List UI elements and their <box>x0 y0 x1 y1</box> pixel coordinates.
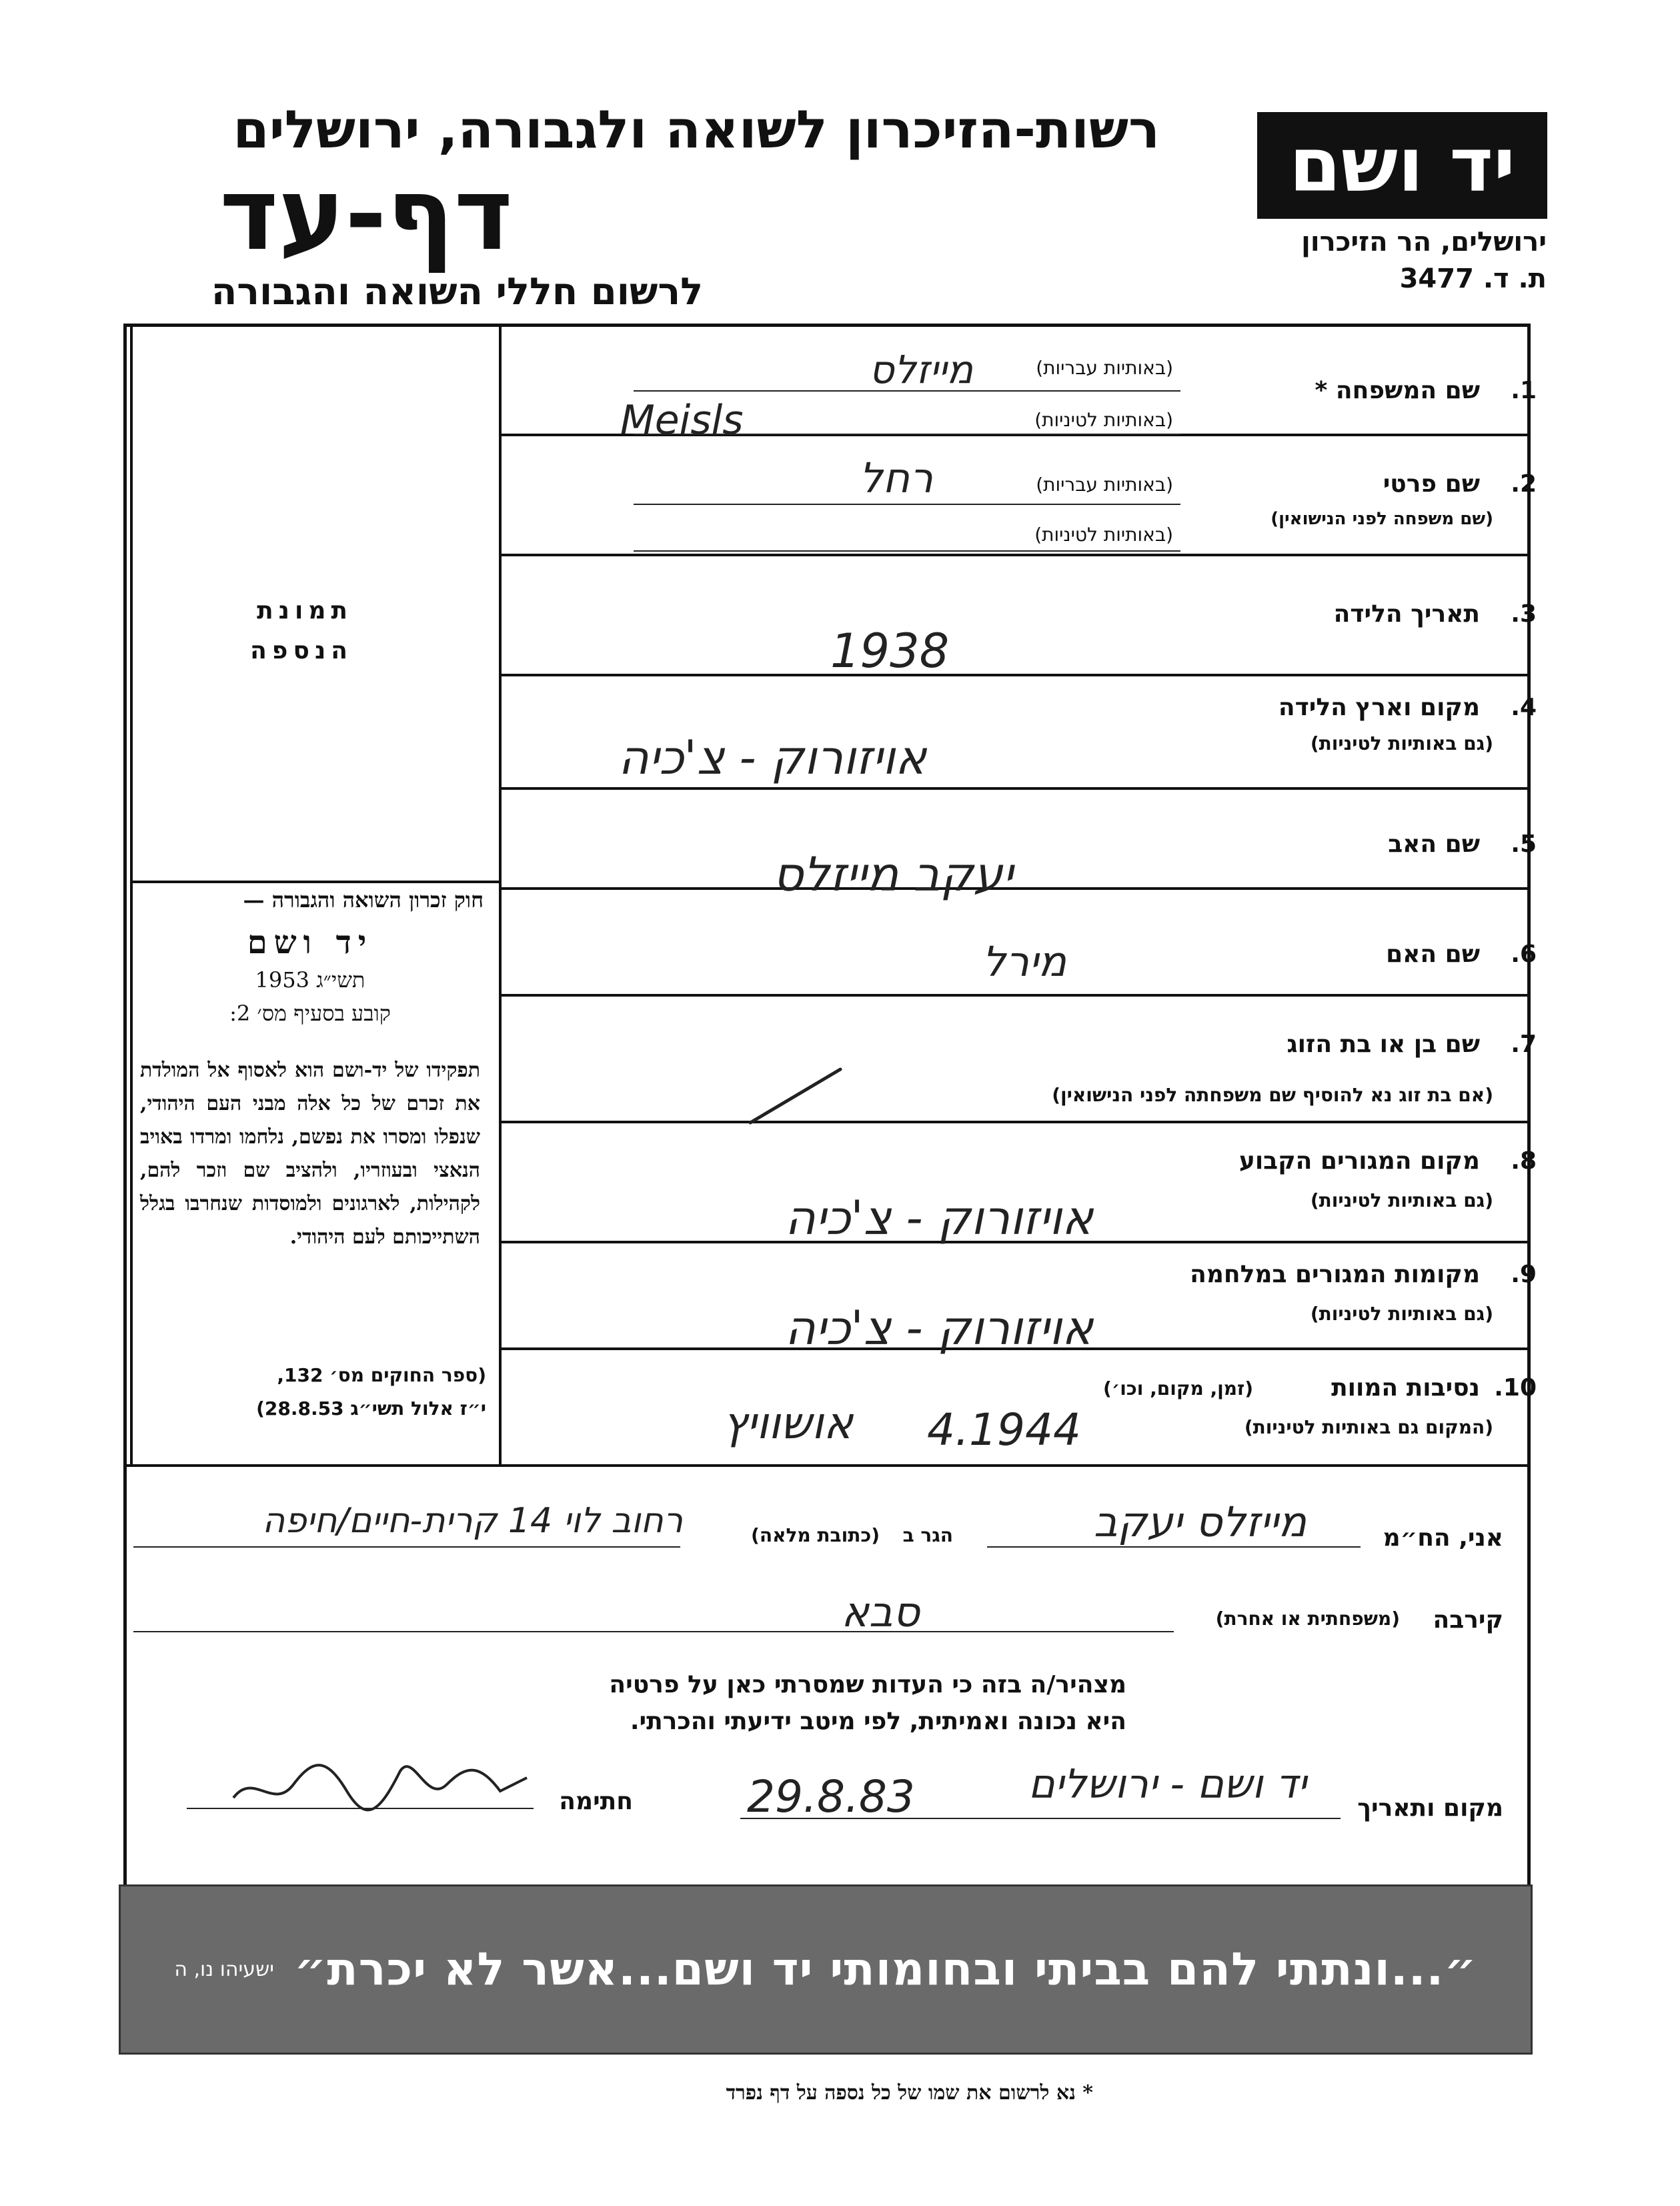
footnote: * נא לרשום את שמו של כל נספה על דף נפרד <box>726 2081 1093 2105</box>
field-8-label: מקום המגורים הקבוע <box>1238 1147 1480 1175</box>
field-1-hint-latin: (באותיות לטיניות) <box>1034 409 1173 431</box>
relation-value[interactable]: סבא <box>841 1588 920 1636</box>
field-9-value[interactable]: אויזורוק - צ'כיה <box>784 1301 1093 1355</box>
field-2-latin-line <box>634 550 1180 552</box>
field-2-hebrew-value[interactable]: רחל <box>859 454 933 502</box>
declaration-separator <box>123 1464 1531 1467</box>
law-year: תשי״ג 1953 <box>255 967 365 993</box>
field-2-hebrew-line <box>634 504 1180 505</box>
signature-label: חתימה <box>559 1788 633 1815</box>
field-1-number: 1. <box>1511 377 1537 404</box>
field-1-hebrew-value[interactable]: מייזלס <box>868 347 973 392</box>
law-source-date: י״ז אלול תשי״ג 28.8.53) <box>256 1398 486 1420</box>
law-clause: קובע בסעיף מס׳ 2: <box>229 1001 391 1026</box>
field-4-number: 4. <box>1511 694 1537 721</box>
field-6-label: שם האם <box>1386 941 1480 968</box>
field-10-date-value[interactable]: 4.1944 <box>927 1404 1081 1456</box>
field-2-subnote: (שם משפחה לפני הנישואין) <box>1271 509 1493 529</box>
field-2-label: שם פרטי <box>1383 470 1480 498</box>
row-separator <box>499 887 1531 890</box>
row-separator <box>499 674 1531 676</box>
field-5-value[interactable]: יעקב מייזלס <box>772 847 1013 902</box>
field-10-subnote: (המקום גם באותיות לטיניות) <box>1244 1416 1493 1438</box>
field-7-dash-mark <box>747 1064 847 1127</box>
field-9-label: מקומות המגורים במלחמה <box>1190 1261 1480 1288</box>
field-3-value[interactable]: 1938 <box>830 624 950 678</box>
page-title: דף-עד <box>219 157 513 273</box>
address-line: ירושלים, הר הזיכרון <box>1301 227 1547 257</box>
field-10-label: נסיבות המוות <box>1331 1374 1480 1402</box>
relation-hint: (משפחתית או אחרת) <box>1215 1608 1400 1630</box>
row-separator <box>499 554 1531 556</box>
field-5-number: 5. <box>1511 831 1537 858</box>
field-9-subnote: (גם באותיות לטיניות) <box>1310 1303 1493 1325</box>
field-8-number: 8. <box>1511 1147 1537 1175</box>
row-separator <box>499 994 1531 997</box>
field-9-number: 9. <box>1511 1261 1537 1288</box>
field-2-hint-latin: (באותיות לטיניות) <box>1034 524 1173 546</box>
relation-line <box>133 1631 1174 1632</box>
statement-line-2: היא נכונה ואמיתית, לפי מיטב ידיעתי והכרתי. <box>630 1708 1126 1735</box>
law-name: יד ושם <box>247 924 373 961</box>
declarant-value[interactable]: מייזלס יעקב <box>1094 1498 1307 1546</box>
field-3-number: 3. <box>1511 600 1537 628</box>
field-4-value[interactable]: אויזורוק - צ'כיה <box>618 730 926 785</box>
row-separator <box>499 1121 1531 1123</box>
column-divider <box>499 324 502 1464</box>
field-4-subnote: (גם באותיות לטיניות) <box>1310 732 1493 754</box>
banner-source: ישעיהו נו, ה <box>174 1958 274 1981</box>
law-title: חוק זכרון השואה והגבורה — <box>243 887 484 913</box>
left-border <box>130 324 133 1464</box>
photo-box-separator <box>130 881 499 883</box>
field-6-number: 6. <box>1511 941 1537 968</box>
field-10-hint: (זמן, מקום, וכו׳) <box>1103 1377 1253 1400</box>
place-value[interactable]: יד ושם - ירושלים <box>1028 1761 1307 1808</box>
field-1-label: שם המשפחה * <box>1315 377 1480 404</box>
resides-label: הגר ב <box>902 1524 953 1546</box>
field-6-value[interactable]: מירל <box>982 937 1066 986</box>
statement-line-1: מצהיר/ה בזה כי העדות שמסרתי כאן על פרטיה <box>609 1671 1126 1698</box>
field-1-latin-value[interactable]: Meisls <box>620 397 744 444</box>
field-7-subnote: (אם בת זוג נא להוסיף שם משפחתה לפני הנישואין) <box>1052 1084 1493 1106</box>
quote-banner <box>119 1884 1533 2055</box>
field-10-number: 10. <box>1494 1374 1537 1402</box>
field-1-hint-hebrew: (באותיות עבריות) <box>1036 357 1173 379</box>
address-hint: (כתובת מלאה) <box>751 1524 880 1546</box>
date-value[interactable]: 29.8.83 <box>747 1771 915 1822</box>
photo-label: תמונת <box>257 597 353 624</box>
field-7-number: 7. <box>1511 1031 1537 1058</box>
law-text: תפקידו של יד-ושם הוא לאסוף אל המולדת את זכרם של כל אלה מבני העם היהודי, שנפלו ומסרו את נפשם, נלחמו ומרדו באויב הנאצי ובעוזריו, ולהציב שם וזכר להם, לקהילות, לארגונים ולמוסדות שנחרבו בגלל השתייכותם לעם היהודי. <box>140 1059 480 1249</box>
place-date-label: מקום ותאריך <box>1357 1794 1503 1822</box>
banner-quote: ״...ונתתי להם בביתי ובחומותי יד ושם...אשר לא יכרת״ <box>293 1943 1477 1996</box>
field-4-label: מקום וארץ הלידה <box>1278 694 1480 721</box>
declarant-label: אני, הח״מ <box>1383 1524 1503 1552</box>
address-value[interactable]: רחוב לוי 14 קרית-חיים/חיפה <box>262 1501 683 1541</box>
field-8-subnote: (גם באותיות לטיניות) <box>1310 1189 1493 1211</box>
field-5-label: שם האב <box>1388 831 1480 858</box>
field-8-value[interactable]: אויזורוק - צ'כיה <box>784 1191 1093 1245</box>
relation-label: קירבה <box>1433 1606 1503 1634</box>
row-separator <box>499 787 1531 790</box>
field-2-number: 2. <box>1511 470 1537 498</box>
authority-name: רשות-הזיכרון לשואה ולגבורה, ירושלים <box>233 100 1160 160</box>
declarant-line <box>987 1546 1361 1548</box>
field-2-hint-hebrew: (באותיות עבריות) <box>1036 474 1173 496</box>
yad-vashem-logo: יד ושם <box>1257 112 1547 219</box>
address-line-blank <box>133 1546 680 1548</box>
po-box-line: ת. ד. 3477 <box>1399 263 1547 294</box>
page-subtitle: לרשום חללי השואה והגבורה <box>211 270 703 314</box>
field-3-label: תאריך הלידה <box>1333 600 1480 628</box>
field-10-place-value[interactable]: אושוויץ <box>722 1398 853 1449</box>
photo-label-2: הנספה <box>250 637 353 664</box>
law-source: (ספר החוקים מס׳ 132, <box>277 1364 486 1386</box>
signature-scribble <box>227 1744 534 1818</box>
field-7-label: שם בן או בת הזוג <box>1287 1031 1480 1058</box>
